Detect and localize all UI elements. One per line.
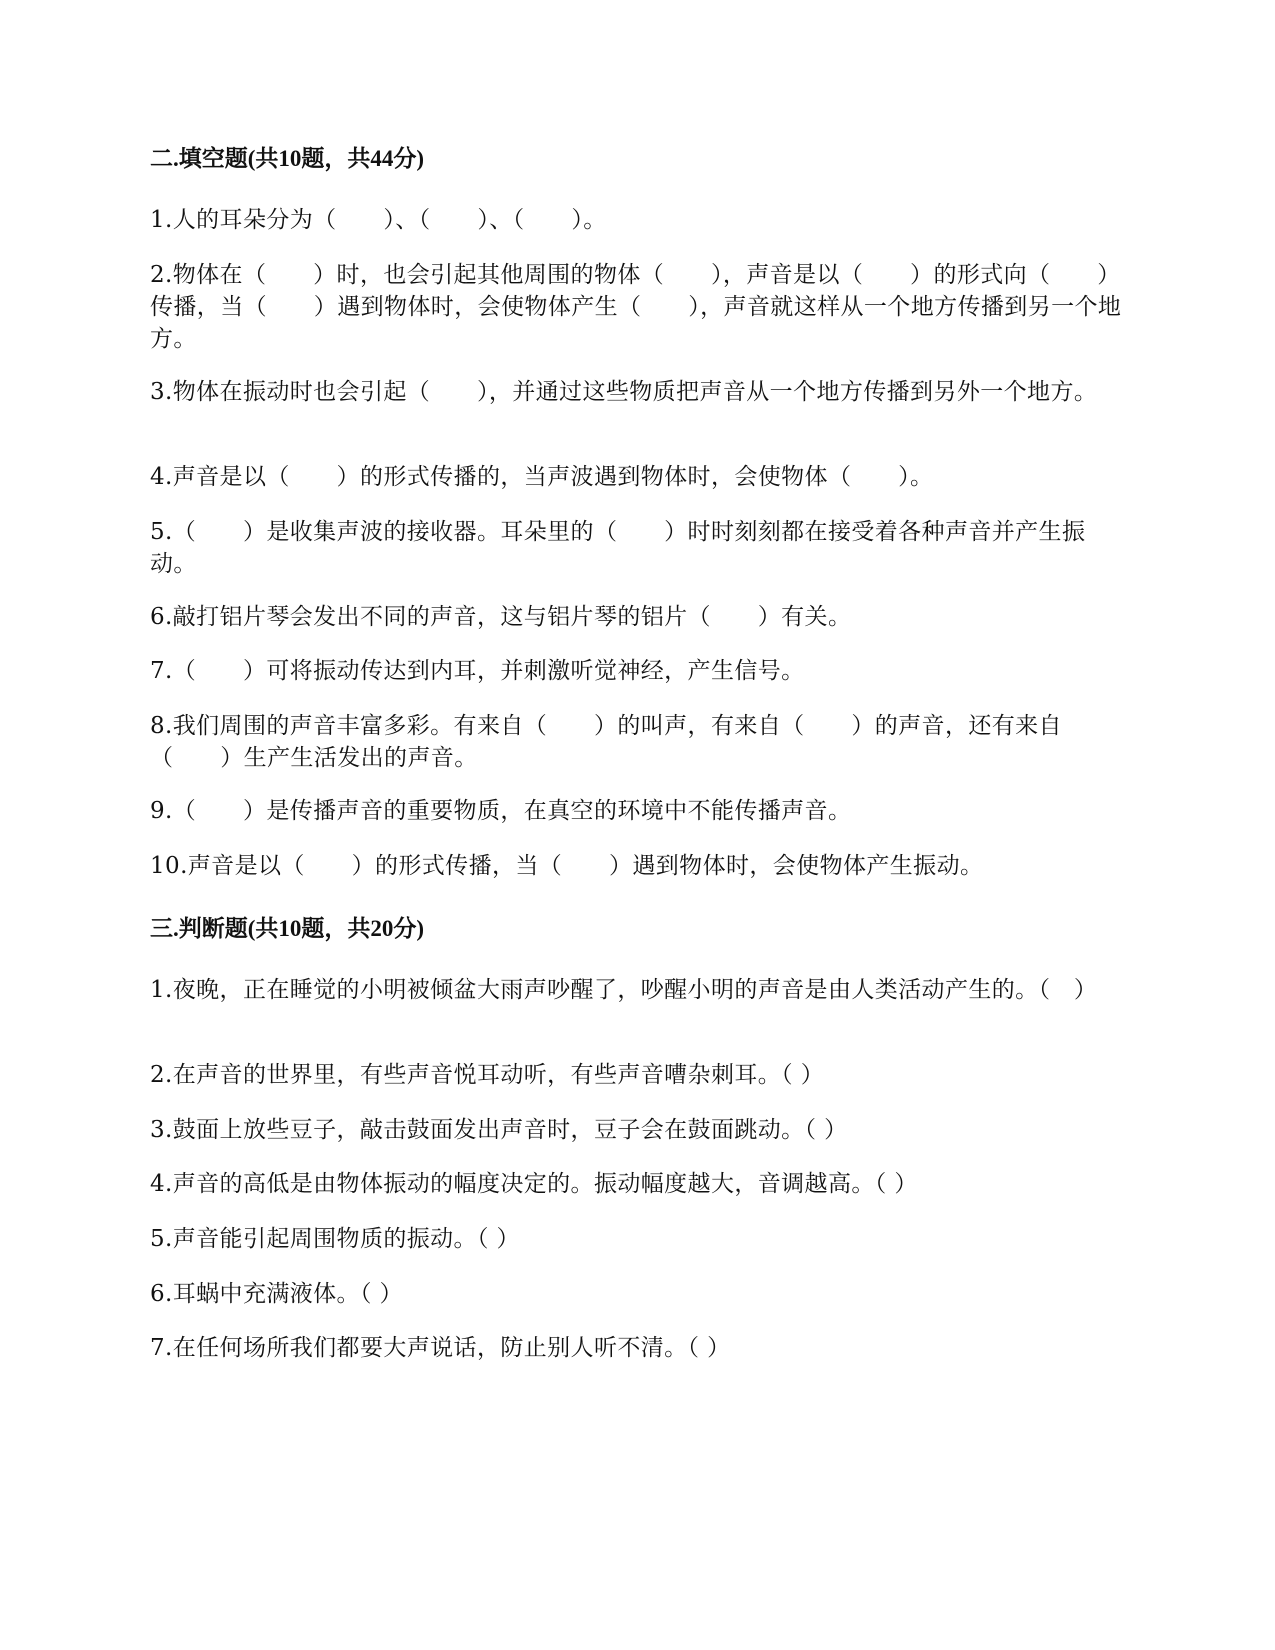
fill-question-5: 5.（ ）是收集声波的接收器。耳朵里的（ ）时时刻刻都在接受着各种声音并产生振动。 (150, 519, 1086, 577)
judge-question-2: 2.在声音的世界里，有些声音悦耳动听，有些声音嘈杂刺耳。（ ） (150, 1062, 825, 1088)
true-false-heading: 三.判断题(共10题，共20分) (150, 916, 425, 941)
judge-question-4: 4.声音的高低是由物体振动的幅度决定的。振动幅度越大，音调越高。（ ） (150, 1171, 918, 1197)
judge-question-1: 1.夜晚，正在睡觉的小明被倾盆大雨声吵醒了，吵醒小明的声音是由人类活动产生的。（ ） (150, 977, 1098, 1003)
judge-question-3: 3.鼓面上放些豆子，敲击鼓面发出声音时，豆子会在鼓面跳动。（ ） (150, 1117, 848, 1143)
fill-question-9: 9.（ ）是传播声音的重要物质，在真空的环境中不能传播声音。 (150, 798, 852, 824)
judge-question-7: 7.在任何场所我们都要大声说话，防止别人听不清。（ ） (150, 1335, 731, 1361)
judge-question-5: 5.声音能引起周围物质的振动。（ ） (150, 1226, 520, 1252)
fill-question-1: 1.人的耳朵分为（ ）、（ ）、（ ）。 (150, 207, 607, 233)
judge-question-6: 6.耳蜗中充满液体。（ ） (150, 1281, 403, 1307)
fill-question-2: 2.物体在（ ）时，也会引起其他周围的物体（ ），声音是以（ ）的形式向（ ）传播，当（ ）遇到物体时，会使物体产生（ ），声音就这样从一个地方传播到另一个地方。 (150, 262, 1122, 352)
fill-question-10: 10.声音是以（ ）的形式传播，当（ ）遇到物体时，会使物体产生振动。 (150, 853, 984, 879)
fill-question-7: 7.（ ）可将振动传达到内耳，并刺激听觉神经，产生信号。 (150, 658, 805, 684)
fill-question-8: 8.我们周围的声音丰富多彩。有来自（ ）的叫声，有来自（ ）的声音，还有来自（ ）生产生活发出的声音。 (150, 713, 1062, 771)
fill-question-4: 4.声音是以（ ）的形式传播的，当声波遇到物体时，会使物体（ ）。 (150, 464, 934, 490)
fill-question-6: 6.敲打铝片琴会发出不同的声音，这与铝片琴的铝片（ ）有关。 (150, 604, 852, 630)
fill-in-blank-heading: 二.填空题(共10题，共44分) (150, 146, 425, 171)
fill-question-3: 3.物体在振动时也会引起（ ），并通过这些物质把声音从一个地方传播到另外一个地方。 (150, 379, 1098, 405)
